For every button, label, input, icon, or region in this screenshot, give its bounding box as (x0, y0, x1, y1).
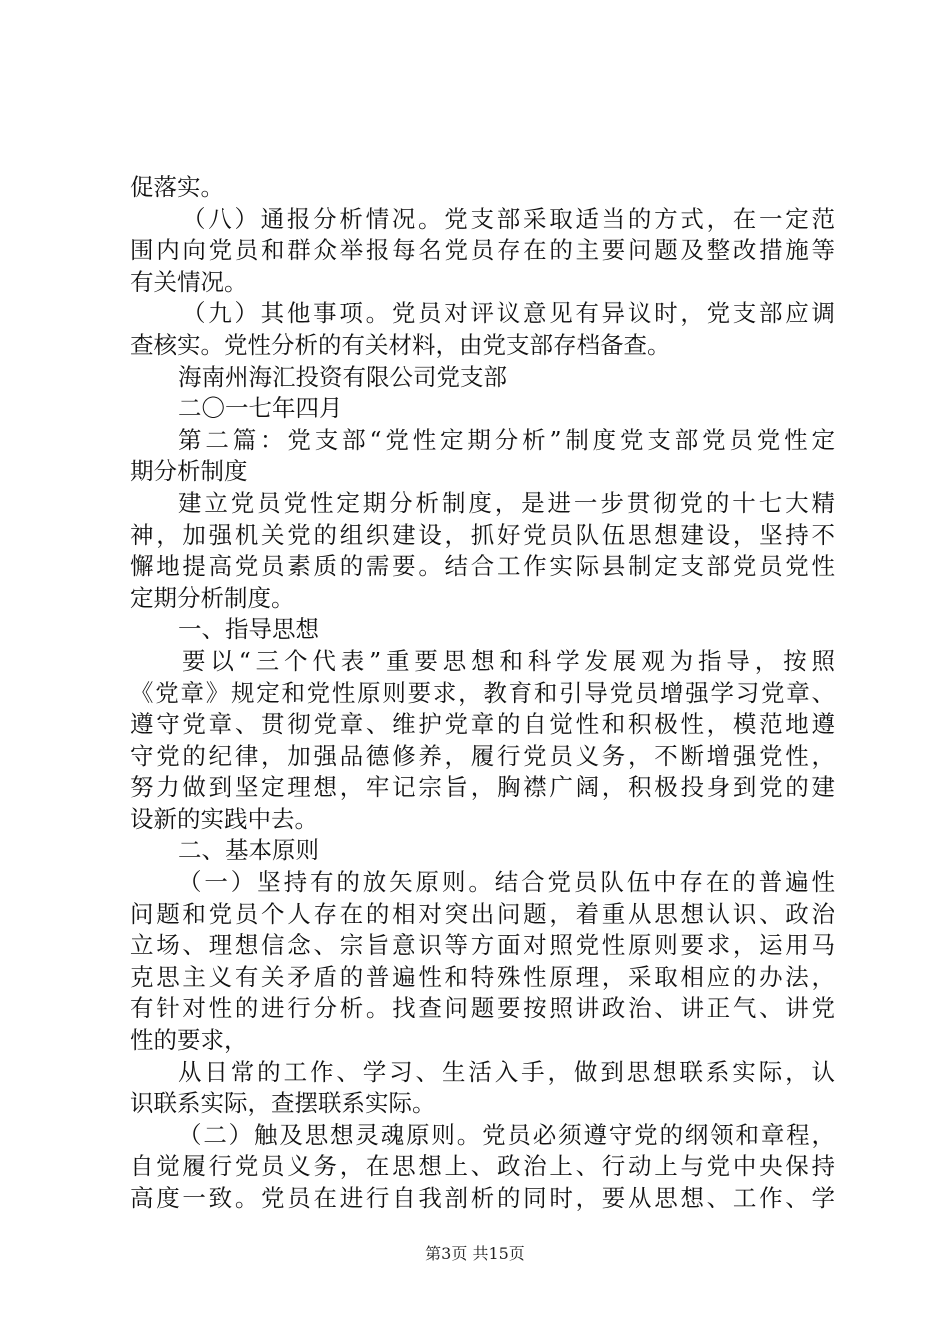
text-line: 定期分析制度。 (130, 583, 295, 612)
document-body (130, 172, 835, 1215)
page-number-footer: 第3页 共15页 (425, 1244, 525, 1263)
text-line: （一）坚持有的放矢原则。结合党员队伍中存在的普遍性 (178, 868, 835, 897)
text-line: 识联系实际，查摆联系实际。 (130, 1089, 436, 1118)
text-line: 立场、理想信念、宗旨意识等方面对照党性原则要求，运用马 (130, 931, 835, 960)
text-line: 促落实。 (130, 173, 224, 201)
text-line: 高度一致。党员在进行自我剖析的同时，要从思想、工作、学 (130, 1184, 835, 1212)
text-line: 围内向党员和群众举报每名党员存在的主要问题及整改措施等 (130, 236, 835, 265)
text-line: 《党章》规定和党性原则要求，教育和引导党员增强学习党章、 (130, 678, 835, 707)
text-line: 查核实。党性分析的有关材料，由党支部存档备查。 (130, 330, 671, 359)
heading-line: 二、基本原则 (178, 836, 319, 865)
text-line: 问题和党员个人存在的相对突出问题，着重从思想认识、政治 (130, 899, 835, 928)
text-line: 性的要求， (130, 1026, 248, 1055)
text-line: 设新的实践中去。 (130, 804, 318, 833)
section-title-line: 期分析制度 (130, 457, 248, 486)
heading-line: 一、指导思想 (178, 615, 319, 644)
text-line: 努力做到坚定理想，牢记宗旨，胸襟广阔，积极投身到党的建 (130, 773, 835, 802)
text-line: 克思主义有关矛盾的普遍性和特殊性原理，采取相应的办法， (130, 962, 835, 991)
text-line: 从日常的工作、学习、生活入手，做到思想联系实际，认 (178, 1057, 835, 1086)
section-title-line: 第二篇：党支部“党性定期分析”制度党支部党员党性定 (178, 425, 835, 454)
text-line: 懈地提高党员素质的需要。结合工作实际县制定支部党员党性 (130, 552, 835, 581)
text-line: 有关情况。 (130, 267, 248, 296)
date-line: 二〇一七年四月 (178, 394, 343, 423)
text-line: 守党的纪律，加强品德修养，履行党员义务，不断增强党性， (130, 741, 835, 770)
text-line: 遵守党章、贯彻党章、维护党章的自觉性和积极性，模范地遵 (130, 710, 835, 739)
company-name-line: 海南州海汇投资有限公司党支部 (178, 362, 507, 391)
text-line: 要以“三个代表”重要思想和科学发展观为指导，按照 (182, 646, 835, 675)
text-line: （九）其他事项。党员对评议意见有异议时，党支部应调 (182, 299, 835, 328)
text-line: 自觉履行党员义务，在思想上、政治上、行动上与党中央保持 (130, 1152, 835, 1181)
text-line: （二）触及思想灵魂原则。党员必须遵守党的纲领和章程， (178, 1120, 835, 1149)
text-line: （八）通报分析情况。党支部采取适当的方式，在一定范 (182, 204, 835, 233)
text-line: 建立党员党性定期分析制度，是进一步贯彻党的十七大精 (178, 488, 835, 517)
text-line: 有针对性的进行分析。找查问题要按照讲政治、讲正气、讲党 (130, 994, 835, 1023)
text-line: 神，加强机关党的组织建设，抓好党员队伍思想建设，坚持不 (130, 520, 835, 549)
